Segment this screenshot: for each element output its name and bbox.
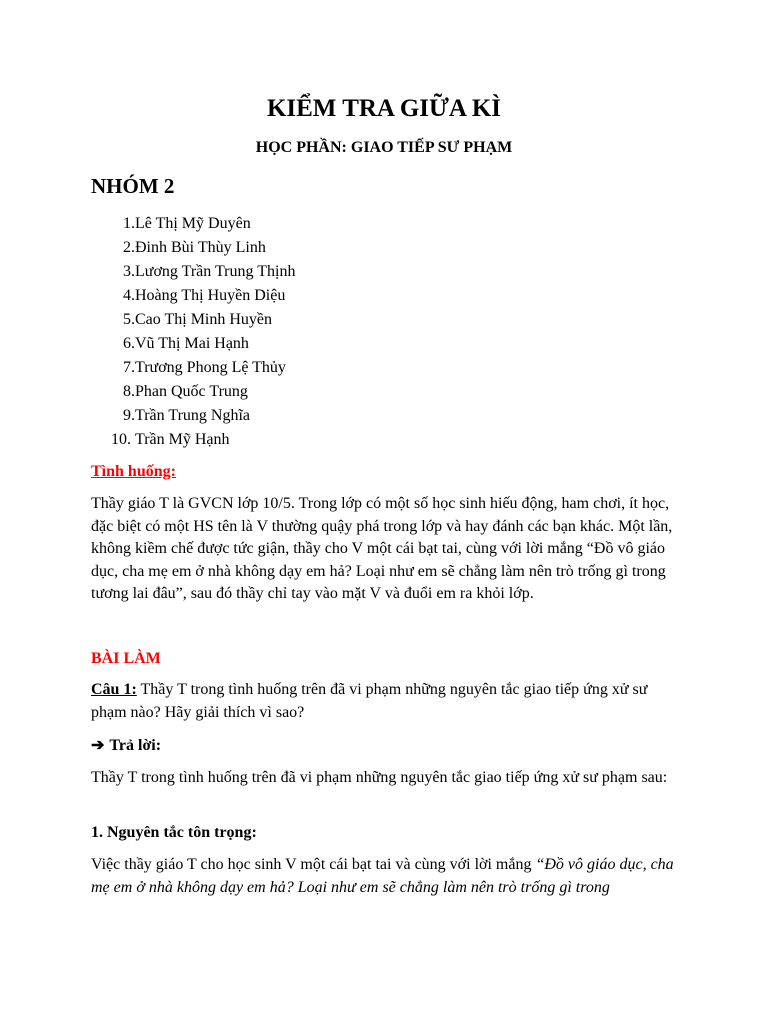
member-list — [91, 212, 295, 452]
principle-text-plain: Việc thầy giáo T cho học sinh V một cái bạt tai và cùng với lời mắng — [91, 856, 536, 873]
group-heading: NHÓM 2 — [91, 174, 175, 198]
document-subtitle: HỌC PHẦN: GIAO TIẾP SƯ PHẠM — [255, 139, 513, 156]
list-item — [91, 332, 295, 356]
list-item — [91, 428, 295, 452]
principle-paragraph — [91, 854, 681, 899]
list-item — [91, 308, 295, 332]
list-item-number: 4. — [123, 287, 135, 304]
principle-text-quote: “Đồ vô giáo dục, cha mẹ em ở nhà không dạy em hả? Loại như em sẽ chẳng làm nên trò trống gì trong — [91, 856, 674, 896]
list-item-name: Cao Thị Minh Huyền — [135, 311, 273, 328]
answer-label: Trả lời: — [109, 737, 162, 754]
list-item — [91, 236, 295, 260]
list-item — [91, 284, 295, 308]
list-item-name: Trương Phong Lệ Thủy — [135, 359, 286, 376]
list-item — [91, 356, 295, 380]
list-item — [91, 380, 295, 404]
answer-heading — [91, 735, 161, 757]
question-paragraph — [91, 679, 681, 724]
list-item — [91, 212, 295, 236]
list-item — [91, 404, 295, 428]
list-item-number: 8. — [123, 383, 135, 400]
list-item-number: 2. — [123, 239, 135, 256]
list-item-number: 7. — [123, 359, 135, 376]
list-item-name: Lê Thị Mỹ Duyên — [135, 215, 251, 232]
document-title: KIỂM TRA GIỮA KÌ — [266, 95, 502, 122]
section-label: BÀI LÀM — [91, 650, 161, 667]
list-item-name: Phan Quốc Trung — [135, 383, 248, 400]
question-label: Câu 1: — [91, 681, 137, 698]
situation-label: Tình huống: — [91, 463, 176, 480]
list-item — [91, 260, 295, 284]
situation-paragraph: Thầy giáo T là GVCN lớp 10/5. Trong lớp có một số học sinh hiếu động, ham chơi, ít học, đặc biệt có một HS tên là V thường quậy phá trong lớp và hay đánh các bạn khác. Một lần, không kiềm chế được tức giận, thầy cho V một cái bạt tai, cùng với lời mắng “Đồ vô giáo dục, cha mẹ em ở nhà không dạy em hả? Loại như em sẽ chẳng làm nên trò trống gì trong tương lai đâu”, sau đó thầy chỉ tay vào mặt V và đuổi em ra khỏi lớp. — [91, 495, 673, 602]
list-item-number: 5. — [123, 311, 135, 328]
list-item-number: 6. — [123, 335, 135, 352]
list-item-name: Trần Trung Nghĩa — [135, 407, 250, 424]
list-item-name: Lương Trần Trung Thịnh — [135, 263, 296, 280]
list-item-number: 1. — [123, 215, 135, 232]
list-item-name: Vũ Thị Mai Hạnh — [135, 335, 249, 352]
list-item-name: Hoàng Thị Huyền Diệu — [135, 287, 286, 304]
list-item-number: 10. — [111, 431, 131, 448]
question-text: Thầy T trong tình huống trên đã vi phạm những nguyên tắc giao tiếp ứng xử sư phạm nào? Hãy giải thích vì sao? — [91, 681, 648, 721]
list-item-name: Trần Mỹ Hạnh — [135, 431, 230, 448]
arrow-right-icon: ➔ — [91, 737, 105, 754]
list-item-number: 3. — [123, 263, 135, 280]
answer-intro-paragraph: Thầy T trong tình huống trên đã vi phạm những nguyên tắc giao tiếp ứng xử sư phạm sau: — [91, 769, 668, 786]
list-item-number: 9. — [123, 407, 135, 424]
principle-heading: 1. Nguyên tắc tôn trọng: — [91, 824, 257, 841]
list-item-name: Đinh Bùi Thùy Linh — [135, 239, 266, 256]
